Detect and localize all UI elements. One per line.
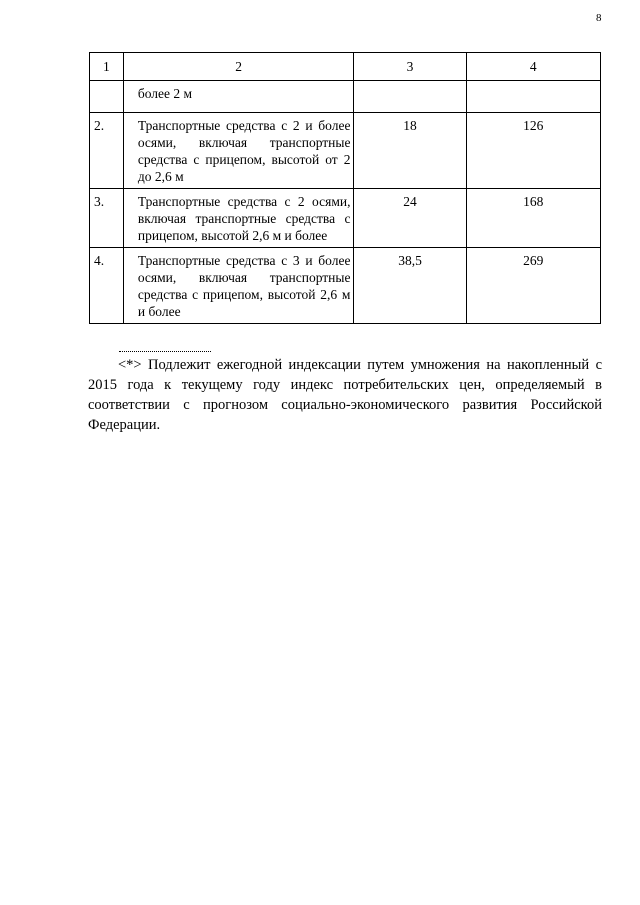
table-row xyxy=(90,248,601,324)
row-number: 3. xyxy=(90,189,124,248)
header-cell: 1 xyxy=(90,53,124,81)
row-value-col3: 18 xyxy=(354,113,466,189)
row-value-col3 xyxy=(354,81,466,113)
row-value-col3: 24 xyxy=(354,189,466,248)
row-value-col4: 126 xyxy=(466,113,600,189)
row-value-col4: 269 xyxy=(466,248,600,324)
table-row xyxy=(90,81,601,113)
tariff-table xyxy=(89,52,601,324)
table-row xyxy=(90,113,601,189)
table-header-row xyxy=(90,53,601,81)
footnote-text: <*> Подлежит ежегодной индексации путем умножения на накопленный с 2015 года к текущему году индекс потребительских цен, определяемый в соответствии с прогнозом социально-экономического развития Российской Федерации. xyxy=(88,357,602,433)
row-value-col4: 168 xyxy=(466,189,600,248)
row-description: более 2 м xyxy=(123,81,354,113)
row-number xyxy=(90,81,124,113)
row-value-col4 xyxy=(466,81,600,113)
page-number: 8 xyxy=(596,12,602,24)
header-cell: 3 xyxy=(354,53,466,81)
row-number: 4. xyxy=(90,248,124,324)
row-description: Транспортные средства с 2 и более осями, включая транспортные средства с прицепом, высотой от 2 до 2,6 м xyxy=(123,113,354,189)
header-cell: 4 xyxy=(466,53,600,81)
footnote-separator xyxy=(119,351,211,352)
table-row xyxy=(90,189,601,248)
row-value-col3: 38,5 xyxy=(354,248,466,324)
row-number: 2. xyxy=(90,113,124,189)
row-description: Транспортные средства с 3 и более осями, включая транспортные средства с прицепом, высотой 2,6 м и более xyxy=(123,248,354,324)
header-cell: 2 xyxy=(123,53,354,81)
row-description: Транспортные средства с 2 осями, включая транспортные средства с прицепом, высотой 2,6 м и более xyxy=(123,189,354,248)
